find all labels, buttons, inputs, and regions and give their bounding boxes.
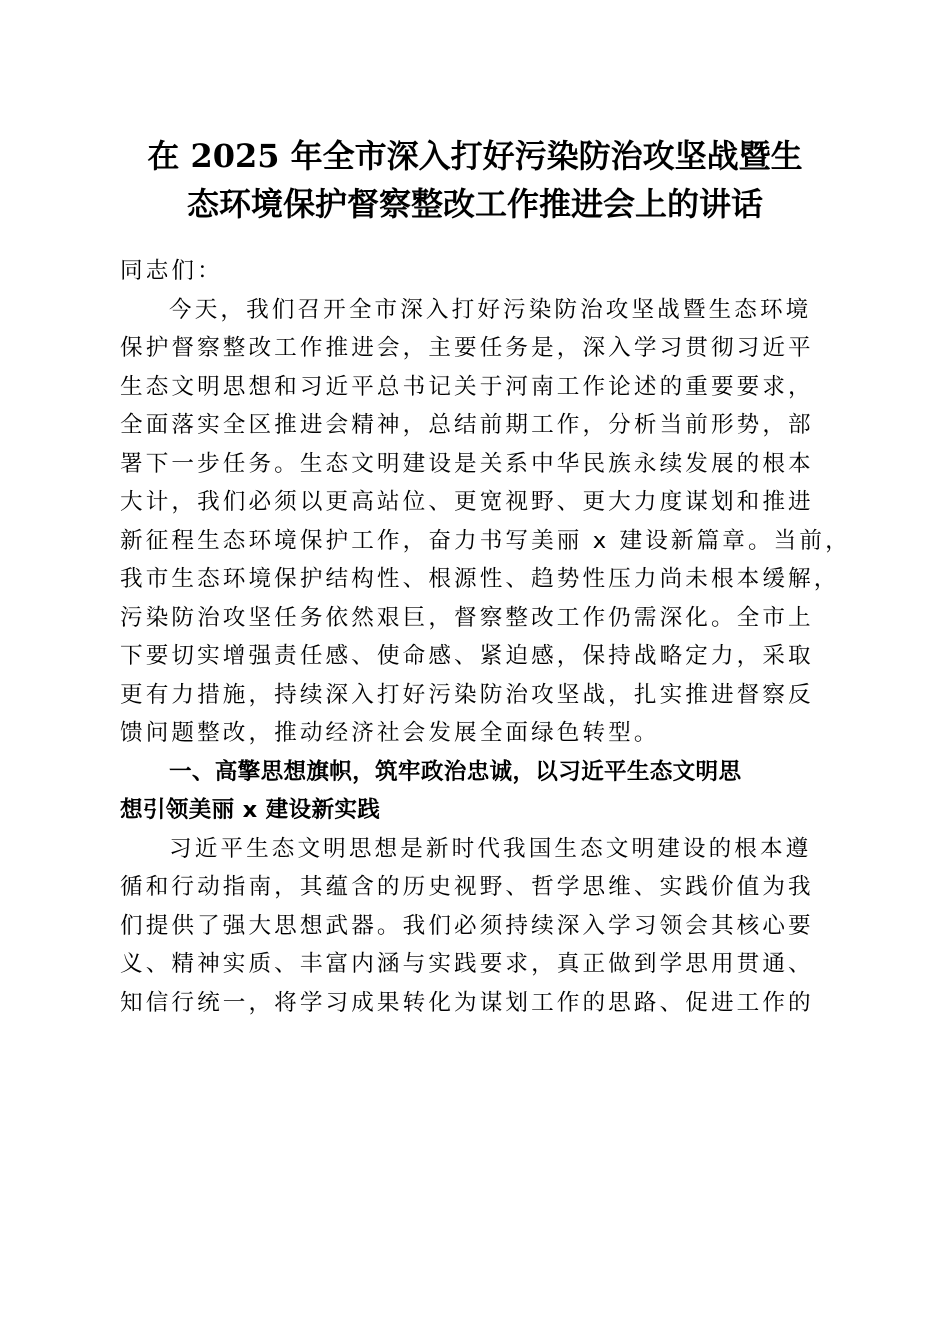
section-heading-line: 一、高擎思想旗帜，筑牢政治忠诚，以习近平生态文明思 (169, 758, 742, 785)
title-line-1: 在 2025 年全市深入打好污染防治攻坚战暨生 (147, 137, 803, 175)
document-title (110, 132, 840, 228)
paragraph-1-line: 全面落实全区推进会精神，总结前期工作，分析当前形势，部 (120, 412, 814, 438)
paragraph-2-line: 们提供了强大思想武器。我们必须持续深入学习领会其核心要 (120, 912, 814, 939)
paragraph-1-line: 下要切实增强责任感、使命感、紧迫感，保持战略定力，采取 (120, 643, 814, 669)
salutation: 同志们： (120, 258, 223, 284)
paragraph-1-line: 保护督察整改工作推进会，主要任务是，深入学习贯彻习近平 (120, 335, 814, 361)
paragraph-1-line: 大计，我们必须以更高站位、更宽视野、更大力度谋划和推进 (120, 489, 814, 515)
paragraph-1-line: 更有力措施，持续深入打好污染防治攻坚战，扎实推进督察反 (120, 681, 814, 708)
paragraph-1-line: 署下一步任务。生态文明建设是关系中华民族永续发展的根本 (120, 450, 814, 477)
paragraph-2-line: 循和行动指南，其蕴含的历史视野、哲学思维、实践价值为我 (120, 874, 814, 900)
document-body (120, 252, 851, 1022)
paragraph-2-line: 义、精神实质、丰富内涵与实践要求，真正做到学思用贯通、 (120, 951, 814, 977)
paragraph-1-line: 我市生态环境保护结构性、根源性、趋势性压力尚未根本缓解， (120, 566, 840, 592)
title-line-2: 态环境保护督察整改工作推进会上的讲话 (186, 185, 763, 223)
section-heading-line: 想引领美丽 x 建设新实践 (120, 797, 381, 823)
paragraph-2-line: 习近平生态文明思想是新时代我国生态文明建设的根本遵 (169, 835, 812, 862)
paragraph-1-line: 污染防治攻坚任务依然艰巨，督察整改工作仍需深化。全市上 (120, 604, 814, 631)
paragraph-1-line: 今天，我们召开全市深入打好污染防治攻坚战暨生态环境 (169, 296, 812, 323)
paragraph-1-line: 生态文明思想和习近平总书记关于河南工作论述的重要要求， (120, 373, 814, 400)
paragraph-1-line: 新征程生态环境保护工作，奋力书写美丽 x 建设新篇章。当前， (120, 527, 851, 554)
paragraph-2-line: 知信行统一，将学习成果转化为谋划工作的思路、促进工作的 (120, 989, 814, 1016)
paragraph-1-line: 馈问题整改，推动经济社会发展全面绿色转型。 (120, 720, 660, 746)
